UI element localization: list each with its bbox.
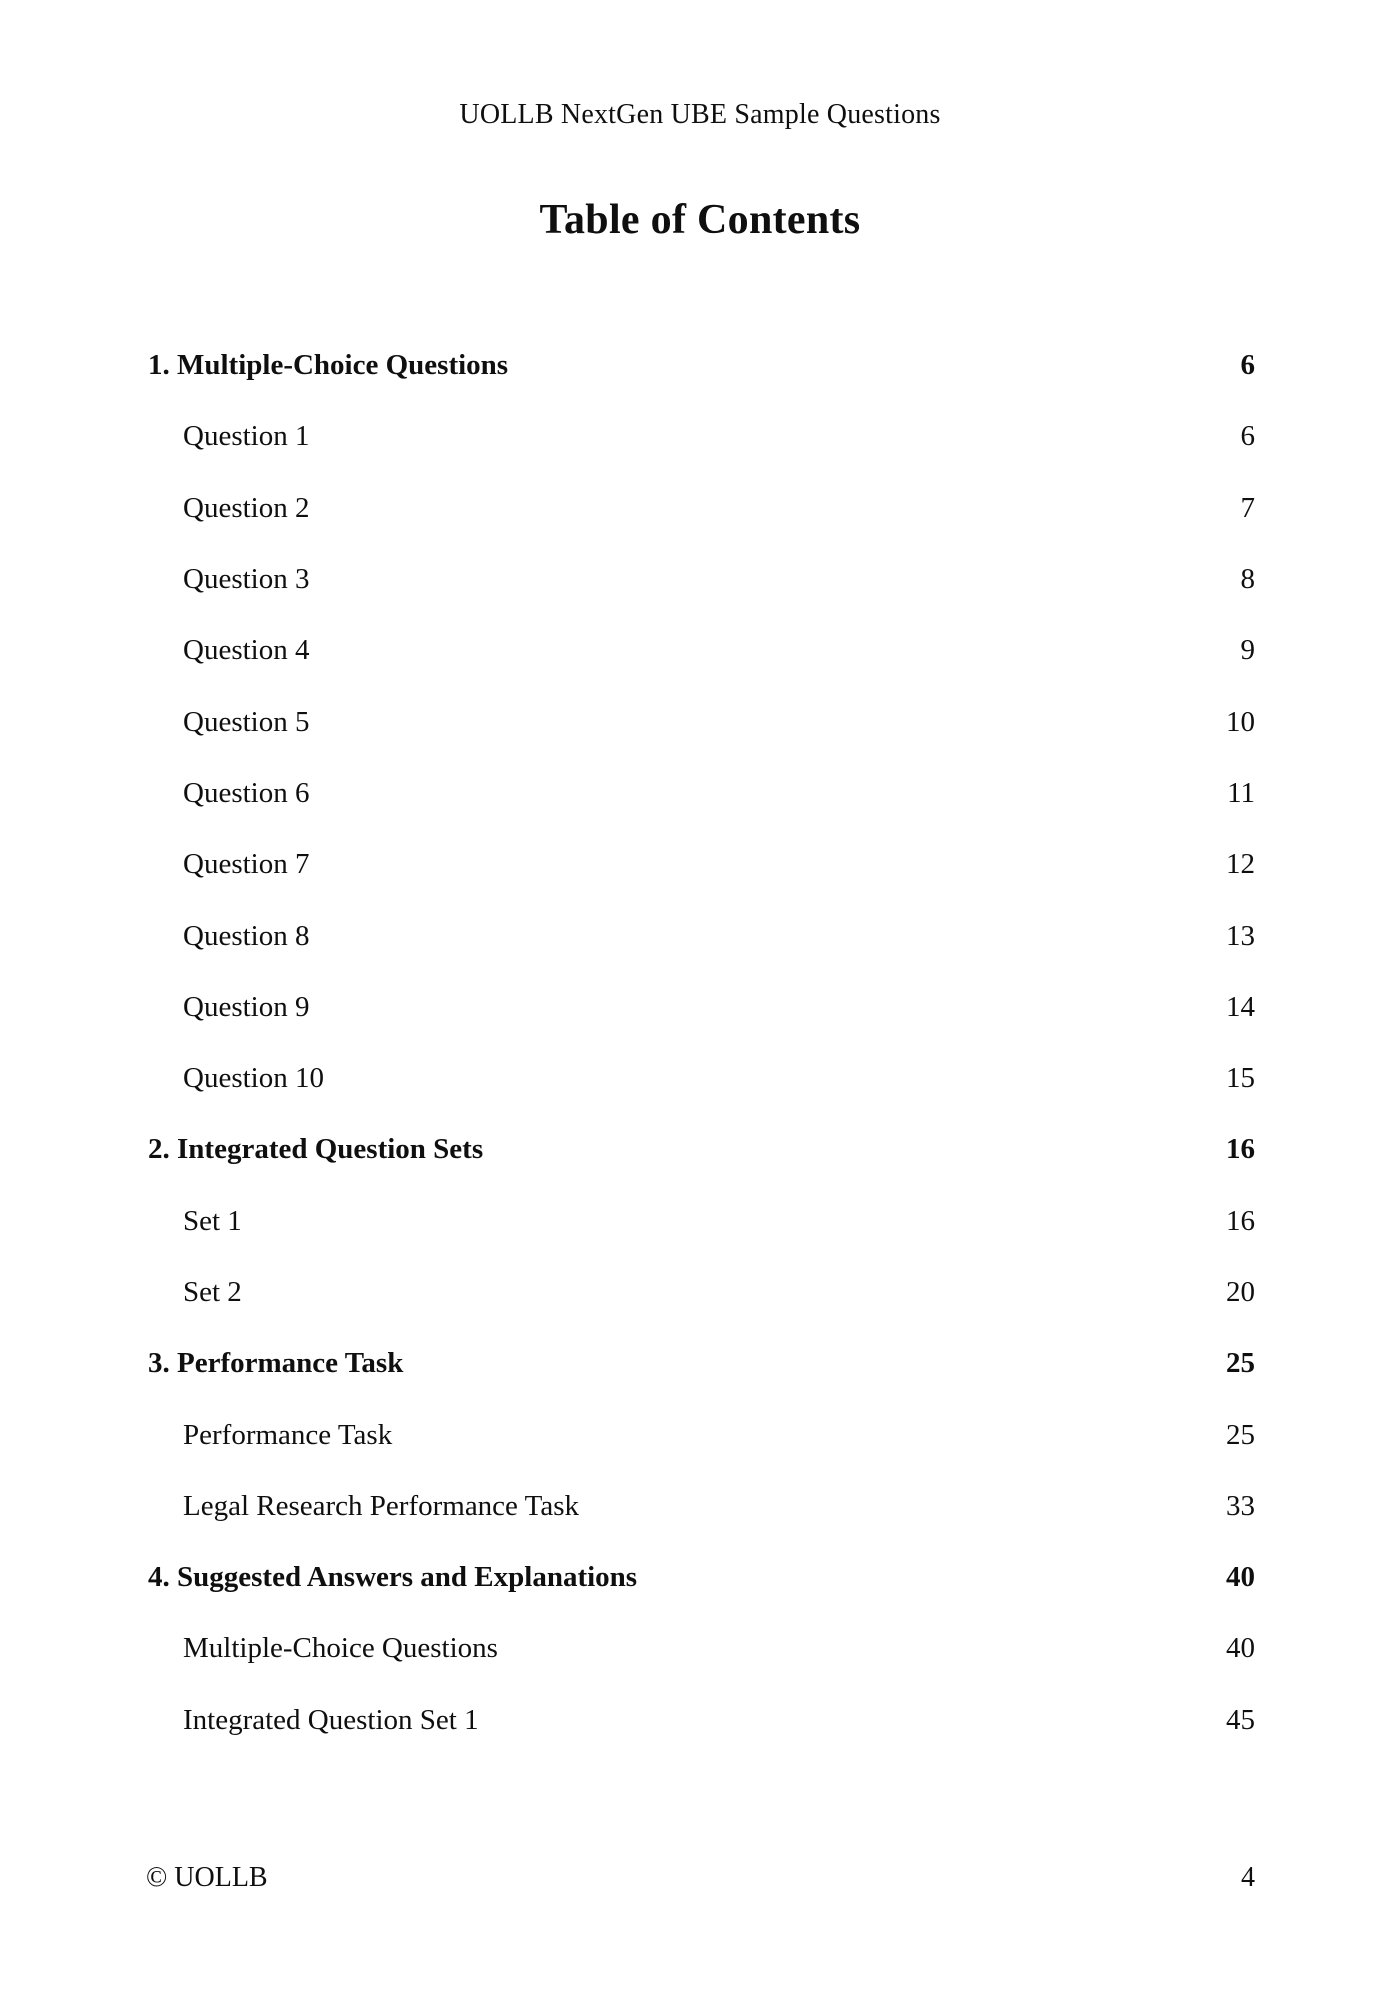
toc-entry-page: 9 bbox=[1240, 634, 1255, 667]
toc-entry[interactable] bbox=[148, 972, 1255, 1043]
toc-entry-page: 6 bbox=[1240, 420, 1255, 453]
toc-entry-label: Question 5 bbox=[183, 705, 310, 738]
copyright-notice: © UOLLB bbox=[146, 1862, 268, 1893]
page-number: 4 bbox=[1241, 1862, 1255, 1893]
toc-entry-label: Set 1 bbox=[183, 1204, 242, 1237]
toc-entry[interactable] bbox=[148, 1257, 1255, 1328]
toc-entry-page: 45 bbox=[1226, 1703, 1255, 1736]
toc-entry-page: 40 bbox=[1226, 1561, 1255, 1594]
toc-entry[interactable] bbox=[148, 1186, 1255, 1257]
toc-entry-page: 6 bbox=[1240, 349, 1255, 382]
toc-entry-page: 14 bbox=[1226, 990, 1255, 1023]
toc-entry-label: Question 7 bbox=[183, 848, 310, 881]
toc-entry-page: 13 bbox=[1226, 919, 1255, 952]
toc-entry-label: Question 4 bbox=[183, 634, 310, 667]
toc-entry-page: 25 bbox=[1226, 1418, 1255, 1451]
toc-list bbox=[148, 330, 1255, 1756]
toc-entry-label: Question 10 bbox=[183, 1062, 324, 1095]
toc-entry-page: 33 bbox=[1226, 1489, 1255, 1522]
toc-entry[interactable] bbox=[148, 686, 1255, 757]
toc-entry-page: 15 bbox=[1226, 1062, 1255, 1095]
toc-entry-page: 8 bbox=[1240, 563, 1255, 596]
toc-entry-label: Integrated Question Set 1 bbox=[183, 1703, 479, 1736]
toc-entry[interactable] bbox=[148, 1613, 1255, 1684]
toc-entry-label: 2. Integrated Question Sets bbox=[148, 1133, 484, 1166]
toc-entry-page: 40 bbox=[1226, 1632, 1255, 1665]
toc-entry-page: 20 bbox=[1226, 1276, 1255, 1308]
toc-entry-page: 16 bbox=[1226, 1133, 1255, 1166]
toc-entry-label: Question 3 bbox=[183, 563, 310, 596]
toc-entry-label: 4. Suggested Answers and Explanations bbox=[148, 1561, 638, 1594]
toc-entry-label: Question 9 bbox=[183, 990, 310, 1023]
toc-entry[interactable] bbox=[148, 829, 1255, 900]
toc-entry[interactable] bbox=[148, 758, 1255, 829]
toc-entry[interactable] bbox=[148, 615, 1255, 686]
toc-entry[interactable] bbox=[148, 1043, 1255, 1114]
toc-entry-label: Performance Task bbox=[183, 1418, 393, 1451]
page-footer bbox=[146, 1862, 1255, 1894]
toc-entry[interactable] bbox=[148, 900, 1255, 971]
toc-entry[interactable] bbox=[148, 1471, 1255, 1542]
toc-entry[interactable] bbox=[148, 1542, 1255, 1613]
document-header: UOLLB NextGen UBE Sample Questions bbox=[459, 99, 941, 130]
toc-entry-page: 10 bbox=[1226, 705, 1255, 738]
toc-entry-label: 1. Multiple-Choice Questions bbox=[148, 349, 509, 382]
toc-entry-label: Legal Research Performance Task bbox=[183, 1489, 580, 1522]
toc-entry[interactable] bbox=[148, 1328, 1255, 1399]
toc-entry[interactable] bbox=[148, 473, 1255, 544]
toc-entry-page: 16 bbox=[1226, 1204, 1255, 1237]
toc-entry[interactable] bbox=[148, 544, 1255, 615]
toc-entry-page: 25 bbox=[1226, 1347, 1255, 1380]
toc-entry-label: Multiple-Choice Questions bbox=[183, 1632, 498, 1665]
toc-entry-label: Question 6 bbox=[183, 776, 310, 809]
toc-entry-page: 7 bbox=[1240, 491, 1255, 524]
toc-entry[interactable] bbox=[148, 1114, 1255, 1185]
toc-entry[interactable] bbox=[148, 330, 1255, 401]
toc-entry-label: Question 2 bbox=[183, 491, 310, 524]
toc-entry-label: 3. Performance Task bbox=[148, 1347, 404, 1380]
toc-entry[interactable] bbox=[148, 1399, 1255, 1470]
toc-entry-page: 12 bbox=[1226, 848, 1255, 881]
toc-entry[interactable] bbox=[148, 401, 1255, 472]
toc-entry-label: Question 1 bbox=[183, 420, 310, 453]
page-title: Table of Contents bbox=[539, 197, 861, 243]
toc-entry-label: Question 8 bbox=[183, 919, 310, 952]
toc-entry-label: Set 2 bbox=[183, 1276, 242, 1308]
toc-entry[interactable] bbox=[148, 1685, 1255, 1756]
toc-entry-page: 11 bbox=[1227, 776, 1255, 809]
